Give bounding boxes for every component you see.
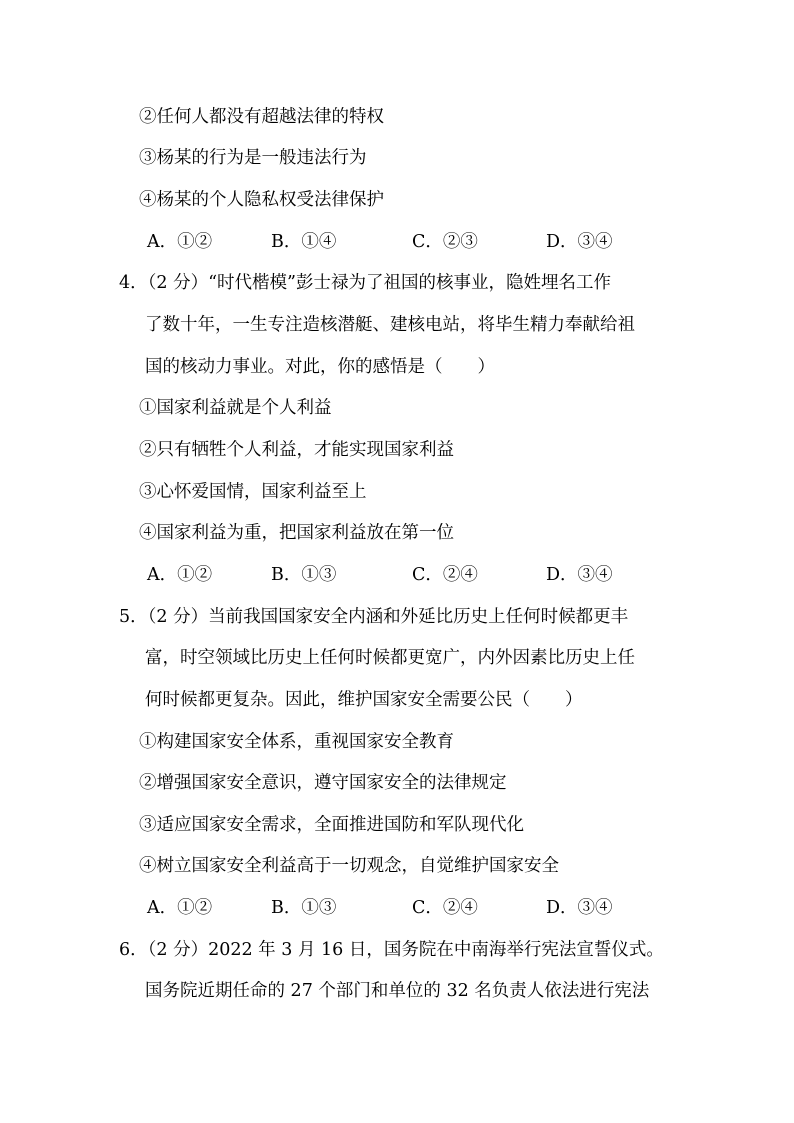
- q4-option-c[interactable]: C．②④: [412, 565, 478, 585]
- q5-item-2: ②增强国家安全意识，遵守国家安全的法律规定: [139, 773, 507, 793]
- q3-item-4: ④杨某的个人隐私权受法律保护: [139, 190, 384, 210]
- q5-stem-line-2: 富，时空领域比历史上任何时候都更宽广，内外因素比历史上任: [145, 648, 635, 668]
- q3-option-b[interactable]: B．①④: [271, 232, 337, 252]
- q3-item-2: ②任何人都没有超越法律的特权: [139, 107, 384, 127]
- q4-item-2: ②只有牺牲个人利益，才能实现国家利益: [139, 440, 454, 460]
- q4-stem-line-3: 国的核动力事业。对此，你的感悟是（ ）: [145, 357, 495, 377]
- q4-option-b[interactable]: B．①③: [271, 565, 337, 585]
- q6-stem-line-1: 6．（2 分）2022 年 3 月 16 日，国务院在中南海举行宪法宣誓仪式。: [119, 940, 664, 960]
- q5-item-4: ④树立国家安全利益高于一切观念，自觉维护国家安全: [139, 856, 559, 876]
- q3-option-a[interactable]: A．①②: [147, 232, 213, 252]
- q3-option-d[interactable]: D．③④: [546, 232, 613, 252]
- q4-item-3: ③心怀爱国情，国家利益至上: [139, 482, 367, 502]
- q4-stem-line-1: 4．（2 分）“时代楷模”彭士禄为了祖国的核事业，隐姓埋名工作: [119, 273, 611, 293]
- q5-stem-line-3: 何时候都更复杂。因此，维护国家安全需要公民（ ）: [145, 690, 583, 710]
- q5-item-3: ③适应国家安全需求，全面推进国防和军队现代化: [139, 815, 524, 835]
- q6-stem-line-2: 国务院近期任命的 27 个部门和单位的 32 名负责人依法进行宪法: [145, 981, 650, 1001]
- q4-item-4: ④国家利益为重，把国家利益放在第一位: [139, 523, 454, 543]
- q4-item-1: ①国家利益就是个人利益: [139, 398, 332, 418]
- q5-item-1: ①构建国家安全体系，重视国家安全教育: [139, 732, 454, 752]
- q3-option-c[interactable]: C．②③: [412, 232, 478, 252]
- q5-option-a[interactable]: A．①②: [147, 898, 213, 918]
- q4-option-d[interactable]: D．③④: [546, 565, 613, 585]
- q5-option-c[interactable]: C．②④: [412, 898, 478, 918]
- q5-option-d[interactable]: D．③④: [546, 898, 613, 918]
- q4-stem-line-2: 了数十年，一生专注造核潜艇、建核电站，将毕生精力奉献给祖: [145, 315, 635, 335]
- q4-option-a[interactable]: A．①②: [147, 565, 213, 585]
- q5-stem-line-1: 5．（2 分）当前我国国家安全内涵和外延比历史上任何时候都更丰: [119, 607, 629, 627]
- q3-item-3: ③杨某的行为是一般违法行为: [139, 148, 367, 168]
- q5-option-b[interactable]: B．①③: [271, 898, 337, 918]
